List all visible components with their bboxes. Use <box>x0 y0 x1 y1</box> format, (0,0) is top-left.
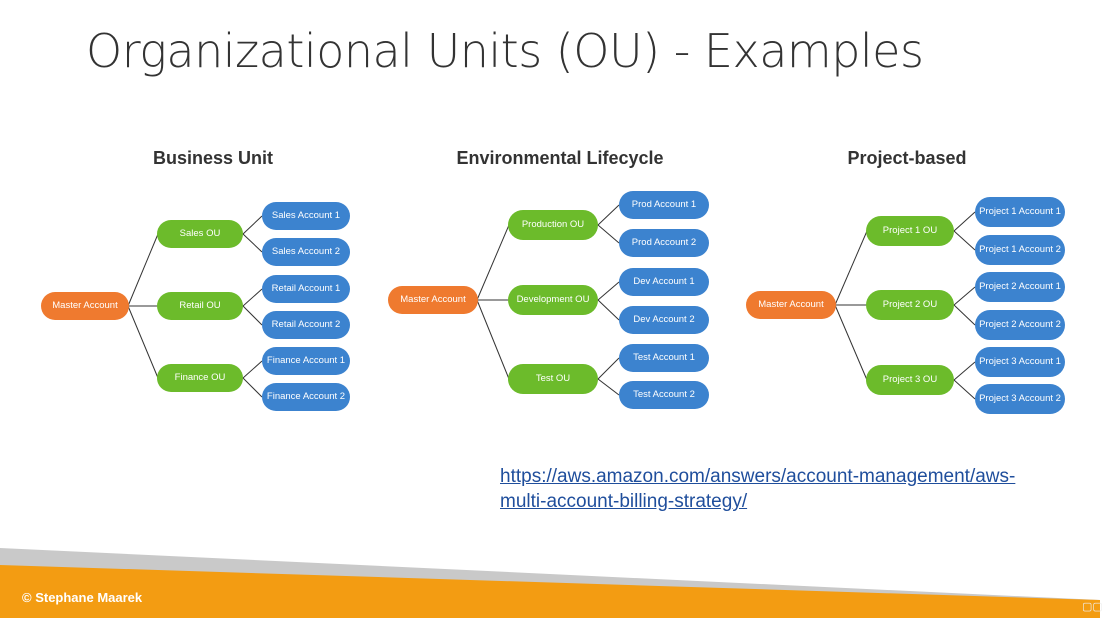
sales-account-2-node: Sales Account 2 <box>262 238 350 266</box>
business-unit-title: Business Unit <box>152 148 274 168</box>
project-master-account-node: Master Account <box>746 291 836 319</box>
project-1-account-1-node: Project 1 Account 1 <box>975 197 1065 227</box>
prod-account-1-node: Prod Account 1 <box>619 191 709 219</box>
finance-account-2-node: Finance Account 2 <box>262 383 350 411</box>
footer-copyright: © Stephane Maarek <box>22 590 143 605</box>
test-ou-node: Test OU <box>508 364 598 394</box>
project-3-account-2-node: Project 3 Account 2 <box>975 384 1065 414</box>
dev-account-2-node: Dev Account 2 <box>619 306 709 334</box>
project-2-account-1-node: Project 2 Account 1 <box>975 272 1065 302</box>
prod-account-2-node: Prod Account 2 <box>619 229 709 257</box>
environmental-lifecycle-title: Environmental Lifecycle <box>456 148 664 168</box>
production-ou-node: Production OU <box>508 210 598 240</box>
project-2-ou-node: Project 2 OU <box>866 290 954 320</box>
business-master-account-node: Master Account <box>41 292 129 320</box>
test-account-2-node: Test Account 2 <box>619 381 709 409</box>
lifecycle-master-account-node: Master Account <box>388 286 478 314</box>
retail-ou-node: Retail OU <box>157 292 243 320</box>
corner-logo-icon: ▢▢ <box>1082 601 1103 613</box>
project-3-ou-node: Project 3 OU <box>866 365 954 395</box>
project-2-account-2-node: Project 2 Account 2 <box>975 310 1065 340</box>
sales-ou-node: Sales OU <box>157 220 243 248</box>
aws-billing-strategy-link[interactable]: https://aws.amazon.com/answers/account-management/aws-multi-account-billing-strategy/ <box>500 466 1016 512</box>
finance-account-1-node: Finance Account 1 <box>262 347 350 375</box>
finance-ou-node: Finance OU <box>157 364 243 392</box>
development-ou-node: Development OU <box>508 285 598 315</box>
test-account-1-node: Test Account 1 <box>619 344 709 372</box>
dev-account-1-node: Dev Account 1 <box>619 268 709 296</box>
project-based-title: Project-based <box>847 148 967 168</box>
retail-account-1-node: Retail Account 1 <box>262 275 350 303</box>
page-title: Organizational Units (OU) - Examples <box>86 24 924 78</box>
project-3-account-1-node: Project 3 Account 1 <box>975 347 1065 377</box>
sales-account-1-node: Sales Account 1 <box>262 202 350 230</box>
project-1-account-2-node: Project 1 Account 2 <box>975 235 1065 265</box>
retail-account-2-node: Retail Account 2 <box>262 311 350 339</box>
project-1-ou-node: Project 1 OU <box>866 216 954 246</box>
